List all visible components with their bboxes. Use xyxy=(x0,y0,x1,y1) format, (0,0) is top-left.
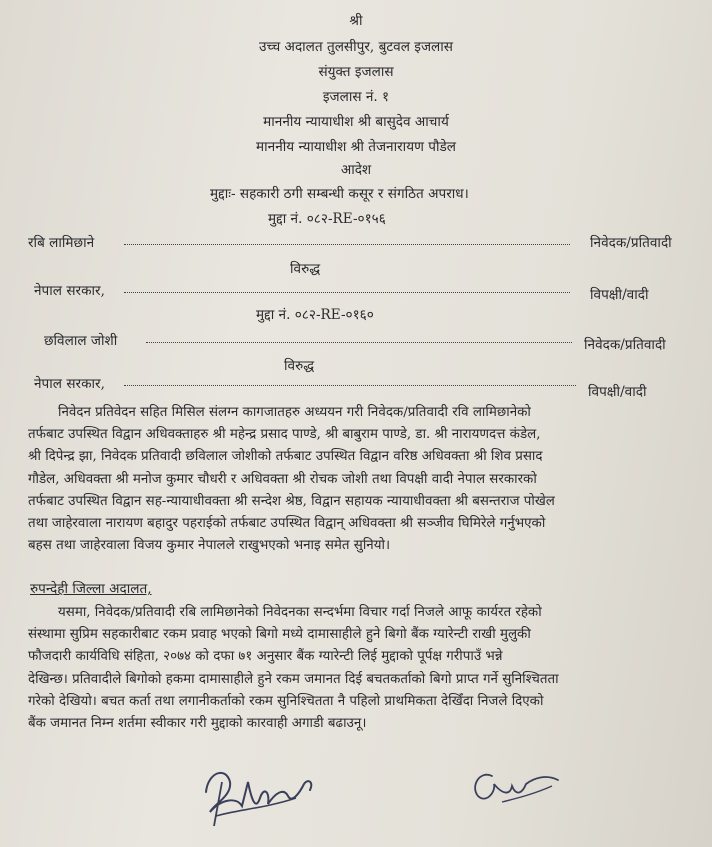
bench-type: संयुक्त इजलास xyxy=(318,64,394,80)
case-2-versus: विरुद्ध xyxy=(284,358,315,374)
judge-2: माननीय न्यायाधीश श्री तेजनारायण पौडेल xyxy=(256,139,456,155)
order-paragraph-2 xyxy=(28,602,690,735)
case-2-respondent: नेपाल सरकार, xyxy=(34,376,105,392)
order-paragraph-1 xyxy=(28,402,690,557)
case-2-respondent-role: विपक्षी/वादी xyxy=(588,384,647,400)
dotted-line xyxy=(146,342,572,343)
case-2-petitioner-row xyxy=(0,330,712,353)
judge-signature-right xyxy=(462,756,572,816)
signature-stroke xyxy=(475,775,558,799)
paragraph-line: तर्फबाट उपस्थित विद्वान अधिवक्ताहरु श्री महेन्द्र प्रसाद पाण्डे, श्री बाबुराम पाण्डे, डा. श्री नारायणदत्त कंडेल, xyxy=(28,427,541,443)
signature-stroke xyxy=(502,786,552,802)
case-number-2: मुद्दा नं. ०८२-RE-०१६० xyxy=(256,307,374,323)
paragraph-line: तर्फबाट उपस्थित विद्वान सह-न्यायाधीवक्ता श्री सन्देश श्रेष्ठ, विद्वान सहायक न्यायाधीवक्ता श्री बसन्तराज पोखेल xyxy=(28,493,555,509)
case-2-respondent-row xyxy=(0,373,712,400)
order-title: आदेश xyxy=(340,162,372,178)
bench-number: इजलास नं. १ xyxy=(322,89,390,105)
case-2-petitioner: छविलाल जोशी xyxy=(44,333,118,349)
case-number-1: मुद्दा नं. ०८२-RE-०१५६ xyxy=(268,211,386,227)
court-name: उच्च अदालत तुलसीपुर, बुटवल इजलास xyxy=(259,39,453,55)
paragraph-line: गरेको देखियो। बचत कर्ता तथा लगानीकर्ताको रकम सुनिश्चितता नै पहिलो प्राथमिकता देखिँदा निजले दिएको xyxy=(28,693,544,709)
case-2-petitioner-role: निवेदक/प्रतिवादी xyxy=(584,337,666,353)
paragraph-line: श्री दिपेन्द्र झा, निवेदक प्रतिवादी छविलाल जोशीको तर्फबाट उपस्थित विद्वान वरिष्ठ अधिवक्ता श्री शिव प्रसाद xyxy=(28,449,543,465)
paragraph-line: यसमा, निवेदक/प्रतिवादी रबि लामिछानेको निवेदनका सन्दर्भमा विचार गर्दा निजले आफू कार्यरत रहेको xyxy=(58,605,542,620)
signature-stroke xyxy=(206,773,311,812)
judge-1: माननीय न्यायाधीश श्री बासुदेव आचार्य xyxy=(263,114,449,130)
paragraph-line: बैंक जमानत निम्न शर्तमा स्वीकार गरी मुद्दाको कारवाही अगाडी बढाउनू। xyxy=(28,716,367,732)
dotted-line xyxy=(124,292,570,293)
case-1-petitioner-row xyxy=(0,232,712,252)
section-heading-district-court: रुपन्देही जिल्ला अदालत, xyxy=(30,581,152,597)
paragraph-line: देखिन्छ। प्रतिवादीले बिगोको हकमा दामासाहीले हुने रकम जमानत दिई बचतकर्ताको बिगो प्राप्त गर्ने सुनिश्चितता xyxy=(28,671,559,687)
paragraph-line: निवेदन प्रतिवेदन सहित मिसिल संलग्न कागजातहरु अध्ययन गरी निवेदक/प्रतिवादी रवि लामिछानेको xyxy=(58,405,531,420)
dotted-line xyxy=(124,385,576,386)
judge-signature-left xyxy=(196,752,326,832)
case-1-petitioner-role: निवेदक/प्रतिवादी xyxy=(590,235,672,251)
paragraph-line: संस्थामा सुप्रिम सहकारीबाट रकम प्रवाह भएको बिगो मध्ये दामासाहीले हुने बिगो बैंक ग्यारेन्टी राखी मुलुकी xyxy=(28,627,531,643)
paragraph-line: गौडेल, अधिवक्ता श्री मनोज कुमार चौधरी र अधिवक्ता श्री रोचक जोशी तथा विपक्षी वादी नेपाल सरकारको xyxy=(28,471,537,487)
case-1-versus: विरुद्ध xyxy=(290,261,321,277)
case-subject: मुद्दाः- सहकारी ठगी सम्बन्धी कसूर र संगठित अपराध। xyxy=(210,186,469,202)
header-shree: श्री xyxy=(349,13,363,29)
dotted-line xyxy=(124,244,570,245)
case-1-respondent: नेपाल सरकार, xyxy=(34,283,105,299)
case-1-respondent-role: विपक्षी/वादी xyxy=(590,287,649,303)
case-1-respondent-row xyxy=(0,280,712,303)
case-1-petitioner: रबि लामिछाने xyxy=(28,235,95,251)
paragraph-line: तथा जाहेरवाला नारायण बहादुर पहराईको तर्फबाट उपस्थित विद्वान् अधिवक्ता श्री सञ्जीव घिमिरेले गर्नुभएको xyxy=(28,516,546,532)
paragraph-line: फौजदारी कार्यविधि संहिता, २०७४ को दफा ७१ अनुसार बैंक ग्यारेन्टी लिई मुद्दाको पूर्पक्ष गरीपाउँ भन्ने xyxy=(28,649,503,665)
paragraph-line: बहस तथा जाहेरवाला विजय कुमार नेपालले राखुभएको भनाइ समेत सुनियो। xyxy=(28,538,391,554)
